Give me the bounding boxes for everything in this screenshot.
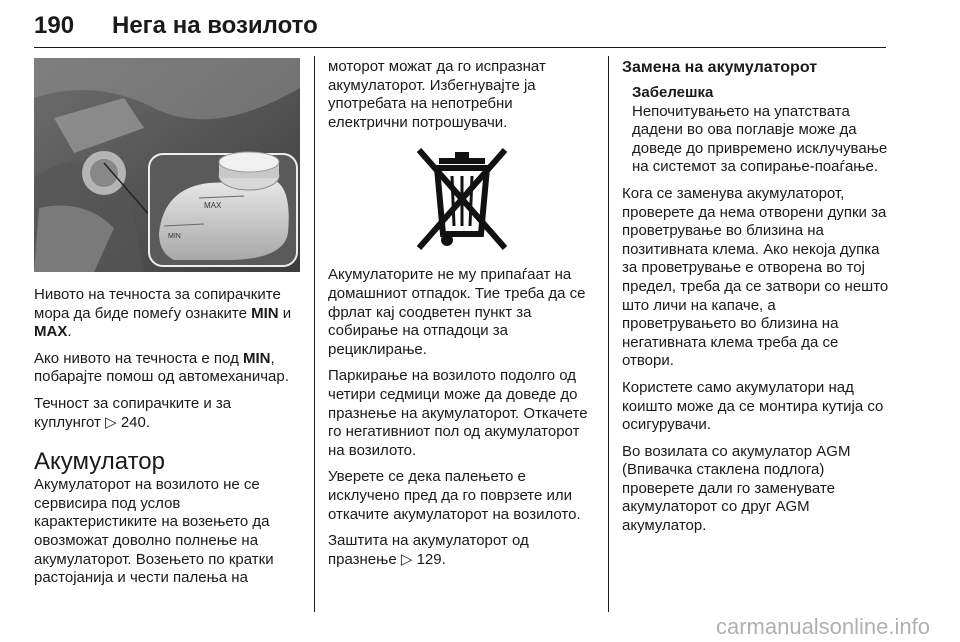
battery-replacement-heading: Замена на акумулаторот [622,59,818,76]
brake-fluid-reference: Течност за сопирачките и за куплунгот ▷ 240. [34,394,232,431]
brake-fluid-reservoir-photo [34,58,300,272]
note-text: Непочитувањето на упатствата дадени во ова поглавје може да доведе до привремено исклучување на системот за сопирање-поаѓање. [632,102,888,176]
battery-ignition-text: Уверете се дека палењето е исклучено пред да го поврзете или откачите акумулаторот на возилото. [328,468,581,523]
brake-fluid-low-text: Ако нивото на течноста е под MIN, побарајте помош од автомеханичар. [34,349,289,386]
column-divider-1 [314,56,315,612]
battery-disposal-text: Акумулаторите не му припаѓаат на домашниот отпадок. Тие треба да се фрлат кај соодветен пункт за собирање на отпадоци за рециклирање. [328,266,586,358]
min-label: MIN [168,233,181,240]
watermark: carmanualsonline.info [715,614,930,639]
replacement-fusebox-text: Користете само акумулатори над коишто може да се монтира кутија со осигурувачи. [622,378,884,434]
column-3 [622,58,890,544]
battery-discharge-reference: Заштита на акумулаторот од празнење ▷ 129. [328,532,529,568]
column-divider-2 [608,56,609,612]
note-title: Забелешка [632,84,714,101]
battery-intro-text: Акумулаторот на возилото не се сервисира под услов карактеристиките на возењето да овозможат доволно полнење на акумулаторот. Возењето по кратки растојанија и чести палења на [34,476,274,587]
column-1 [34,58,302,596]
page-ref-link[interactable]: 240. [120,413,151,431]
crossed-bin-icon [409,144,515,254]
page-ref-link[interactable]: 129. [416,550,446,568]
battery-continued-text: моторот можат да го испразнат акумулаторот. Избегнувајте ја употребата на непотребни електрични потрошувачи. [328,58,546,131]
max-label: MAX [204,201,222,210]
page-ref-arrow-icon: ▷ [400,550,413,568]
page-title: Нега на возилото [112,12,318,39]
page-number: 190 [34,12,75,39]
battery-heading: Акумулатор [34,448,165,476]
battery-parking-text: Паркирање на возилото подолго од четири седмици може да доведе до празнење на акумулаторот. Откачете го негативниот пол од акумулаторот на возилото. [328,367,588,459]
note-box [622,84,890,177]
page-ref-arrow-icon: ▷ [105,413,117,431]
replacement-vents-text: Кога се заменува акумулаторот, проверете да нема отворени дупки за проветрување во близина на позитивната клема. Ако некоја дупка за проветрување е отворена во тој предел, треба да се затвори со нешто што личи на капаче, а проветрувањето во близина на негативната клема треба да се отвори. [622,184,889,370]
header-rule [34,47,886,48]
brake-fluid-level-text: Нивото на течноста за сопирачките мора да биде помеѓу ознаките MIN и MAX. [34,286,292,341]
column-2 [328,58,596,577]
replacement-agm-text: Во возилата со акумулатор AGM (Впивачка стаклена подлога) проверете дали го заменувате акумулаторот со друг AGM акумулатор. [622,442,851,535]
